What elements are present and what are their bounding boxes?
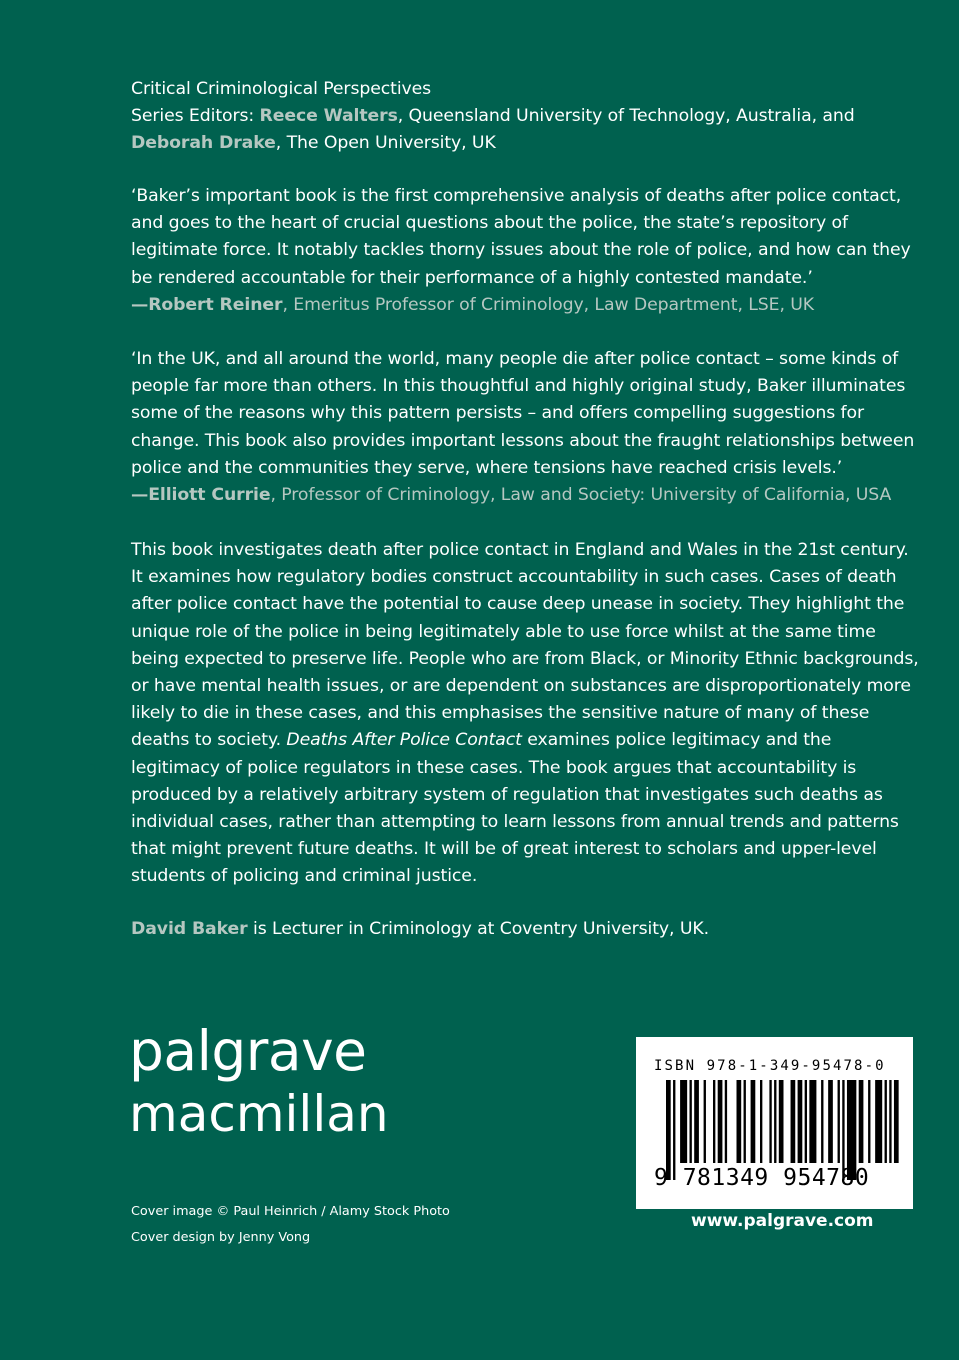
barcode-bar — [868, 1080, 870, 1163]
series-editors-cont — [131, 130, 921, 157]
barcode-bar — [769, 1080, 771, 1163]
description-part-2: examines police legitimacy and the legitimacy of police regulators in these cases. The book argues that accountability is produced by a relatively arbitrary system of regulation that investigates such deaths as individual cases, rather than attempting to learn lessons from annual trends and patterns that might prevent future deaths. It will be of great interest to scholars and upper-level students of policing and criminal justice. — [131, 730, 899, 887]
barcode-bar — [774, 1080, 776, 1163]
barcode-bar — [725, 1080, 727, 1163]
barcode-bar — [779, 1080, 784, 1163]
logo-line-2: macmillan — [129, 1085, 389, 1143]
barcode-bar — [875, 1080, 882, 1163]
isbn-barcode-box — [636, 1037, 913, 1209]
barcode-bar — [744, 1080, 746, 1163]
barcode-bar — [809, 1080, 816, 1163]
publisher-url: www.palgrave.com — [691, 1211, 874, 1231]
barcode-bar — [889, 1080, 891, 1163]
barcode-bar — [894, 1080, 899, 1163]
barcode-bar — [704, 1080, 706, 1163]
series-info — [131, 76, 921, 158]
barcode-bar — [694, 1080, 699, 1163]
barcode-bar — [751, 1080, 756, 1163]
endorsement-1-attribution — [131, 292, 921, 319]
endorsement-1 — [131, 183, 921, 319]
endorsement-2-attribution — [131, 482, 921, 509]
endorser-affil-1: , Emeritus Professor of Criminology, Law Department, LSE, UK — [282, 294, 815, 315]
cover-credits — [131, 1199, 450, 1251]
attrib-dash-2: — — [131, 485, 149, 506]
endorser-affil-2: , Professor of Criminology, Law and Society: University of California, USA — [270, 485, 892, 506]
barcode-bar — [828, 1080, 833, 1163]
barcode-bar — [791, 1080, 796, 1163]
description-part-1: This book investigates death after police contact in England and Wales in the 21st century. It examines how regulatory bodies construct accountability in such cases. Cases of death after police contact have the potential to cause deep unease in society. They highlight the unique role of the police in being legitimately able to use force whilst at the same time being expected to preserve life. People who are from Black, or Minority Ethnic backgrounds, or have mental health issues, or are dependent on substances are disproportionately more likely to die in these cases, and this emphasises the sensitive nature of many of these deaths to society. — [131, 540, 919, 751]
book-title: Deaths After Police Contact — [286, 730, 522, 751]
editor-name-1: Reece Walters — [259, 106, 398, 127]
editor-name-2: Deborah Drake — [131, 133, 276, 154]
editors-prefix: Series Editors: — [131, 106, 260, 127]
barcode-bar — [718, 1080, 723, 1163]
barcode-bar — [821, 1080, 823, 1163]
cover-design-credit: Cover design by Jenny Vong — [131, 1230, 311, 1245]
editor-affil-2: , The Open University, UK — [275, 133, 496, 154]
isbn-label: ISBN 978-1-349-95478-0 — [654, 1058, 886, 1074]
series-title: Critical Criminological Perspectives — [131, 79, 432, 99]
barcode-bar — [713, 1080, 715, 1163]
endorser-name-1: Robert Reiner — [148, 294, 283, 315]
endorser-name-2: Elliott Currie — [148, 485, 271, 506]
barcode-bar — [859, 1080, 864, 1163]
barcode-bar — [885, 1080, 887, 1163]
publisher-logo — [129, 1019, 389, 1143]
barcode-bar — [737, 1080, 742, 1163]
barcode-bar — [760, 1080, 762, 1163]
endorsement-1-text: ‘Baker’s important book is the first comprehensive analysis of deaths after police contact, and goes to the heart of crucial questions about the police, the state’s repository of legitimate force. It notably tackles thorny issues about the role of police, and how can they be rendered accountable for their performance of a highly contested mandate.’ — [131, 186, 911, 288]
logo-line-1: palgrave — [129, 1019, 367, 1083]
endorsement-2-text: ‘In the UK, and all around the world, many people die after police contact – some kinds of people far more than others. In this thoughtful and highly original study, Baker illuminates some of the reasons why this pattern persists – and offers compelling suggestions for change. This book also provides important lessons about the fraught relationships between police and the communities they serve, where tensions have reached crisis levels.’ — [131, 349, 915, 478]
barcode-bar — [798, 1080, 803, 1163]
book-description — [131, 537, 921, 891]
isbn-digits: 9 781349 954780 — [654, 1165, 870, 1191]
author-bio — [131, 916, 921, 943]
barcode-bar — [838, 1080, 840, 1163]
barcode-bar — [680, 1080, 687, 1163]
author-name: David Baker — [131, 919, 248, 939]
endorsement-2 — [131, 346, 921, 509]
editor-affil-1: , Queensland University of Technology, Australia, and — [397, 106, 855, 127]
series-editors — [131, 103, 921, 130]
barcode-bar — [690, 1080, 692, 1163]
author-bio-text: is Lecturer in Criminology at Coventry University, UK. — [247, 919, 710, 939]
cover-image-credit: Cover image © Paul Heinrich / Alamy Stock Photo — [131, 1204, 450, 1219]
barcode-bar — [805, 1080, 807, 1163]
attrib-dash-1: — — [131, 294, 149, 315]
